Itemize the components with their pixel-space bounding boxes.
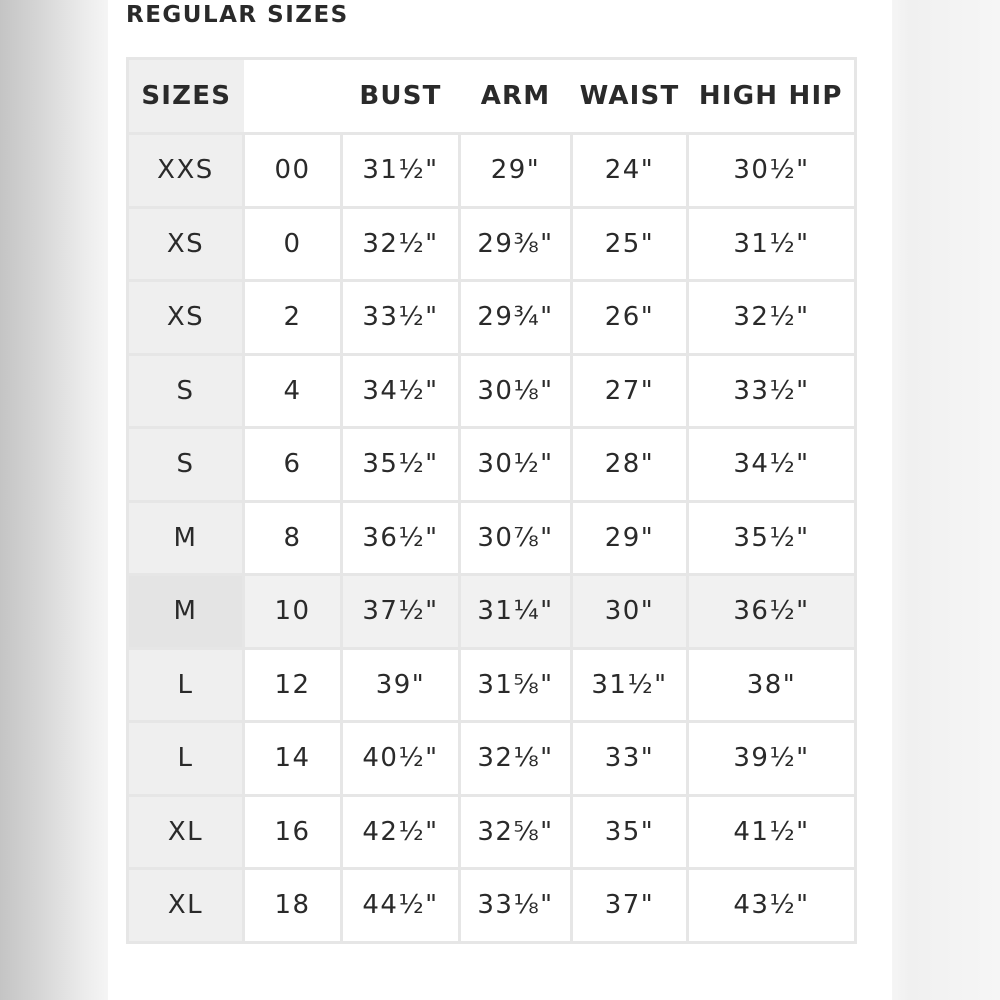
bust-cell: 34½" [342, 354, 460, 428]
number-cell: 6 [244, 428, 342, 502]
waist-cell: 37" [572, 869, 688, 943]
bust-cell: 35½" [342, 428, 460, 502]
arm-cell: 29¾" [460, 281, 572, 355]
size-cell: XXS [128, 134, 244, 208]
high-hip-cell: 39½" [688, 722, 856, 796]
waist-cell: 30" [572, 575, 688, 649]
size-cell: XS [128, 207, 244, 281]
table-row [128, 648, 856, 722]
arm-cell: 29⅜" [460, 207, 572, 281]
waist-cell: 24" [572, 134, 688, 208]
table-row [128, 795, 856, 869]
high-hip-cell: 34½" [688, 428, 856, 502]
high-hip-cell: 36½" [688, 575, 856, 649]
waist-cell: 31½" [572, 648, 688, 722]
arm-cell: 30⅞" [460, 501, 572, 575]
high-hip-cell: 33½" [688, 354, 856, 428]
number-cell: 2 [244, 281, 342, 355]
size-cell: XL [128, 869, 244, 943]
size-cell: M [128, 575, 244, 649]
number-cell: 00 [244, 134, 342, 208]
size-cell: M [128, 501, 244, 575]
high-hip-cell: 31½" [688, 207, 856, 281]
bust-cell: 32½" [342, 207, 460, 281]
size-cell: L [128, 648, 244, 722]
waist-cell: 28" [572, 428, 688, 502]
waist-cell: 25" [572, 207, 688, 281]
high-hip-cell: 43½" [688, 869, 856, 943]
column-header-sizes: SIZES [128, 59, 244, 134]
table-row [128, 428, 856, 502]
bust-cell: 31½" [342, 134, 460, 208]
waist-cell: 35" [572, 795, 688, 869]
column-header-waist: WAIST [572, 59, 688, 134]
number-cell: 16 [244, 795, 342, 869]
table-row [128, 207, 856, 281]
arm-cell: 32⅝" [460, 795, 572, 869]
high-hip-cell: 30½" [688, 134, 856, 208]
number-cell: 8 [244, 501, 342, 575]
size-chart-table [126, 57, 857, 944]
arm-cell: 31¼" [460, 575, 572, 649]
arm-cell: 32⅛" [460, 722, 572, 796]
size-cell: XL [128, 795, 244, 869]
number-cell: 18 [244, 869, 342, 943]
waist-cell: 26" [572, 281, 688, 355]
high-hip-cell: 41½" [688, 795, 856, 869]
bust-cell: 40½" [342, 722, 460, 796]
bust-cell: 33½" [342, 281, 460, 355]
size-cell: S [128, 354, 244, 428]
waist-cell: 27" [572, 354, 688, 428]
table-row [128, 501, 856, 575]
table-row [128, 869, 856, 943]
bust-cell: 39" [342, 648, 460, 722]
size-cell: XS [128, 281, 244, 355]
column-header-arm: ARM [460, 59, 572, 134]
column-header-number [244, 59, 342, 134]
table-row-highlighted [128, 575, 856, 649]
column-header-bust: BUST [342, 59, 460, 134]
table-row [128, 134, 856, 208]
header-row [128, 59, 856, 134]
number-cell: 10 [244, 575, 342, 649]
arm-cell: 33⅛" [460, 869, 572, 943]
high-hip-cell: 35½" [688, 501, 856, 575]
arm-cell: 30⅛" [460, 354, 572, 428]
number-cell: 14 [244, 722, 342, 796]
number-cell: 4 [244, 354, 342, 428]
high-hip-cell: 38" [688, 648, 856, 722]
arm-cell: 31⅝" [460, 648, 572, 722]
number-cell: 12 [244, 648, 342, 722]
table-row [128, 281, 856, 355]
number-cell: 0 [244, 207, 342, 281]
column-header-high-hip: HIGH HIP [688, 59, 856, 134]
bust-cell: 37½" [342, 575, 460, 649]
high-hip-cell: 32½" [688, 281, 856, 355]
bust-cell: 36½" [342, 501, 460, 575]
size-cell: L [128, 722, 244, 796]
arm-cell: 29" [460, 134, 572, 208]
waist-cell: 29" [572, 501, 688, 575]
table-row [128, 354, 856, 428]
table-row [128, 722, 856, 796]
waist-cell: 33" [572, 722, 688, 796]
arm-cell: 30½" [460, 428, 572, 502]
section-heading: REGULAR SIZES [126, 2, 349, 28]
size-cell: S [128, 428, 244, 502]
bust-cell: 42½" [342, 795, 460, 869]
bust-cell: 44½" [342, 869, 460, 943]
